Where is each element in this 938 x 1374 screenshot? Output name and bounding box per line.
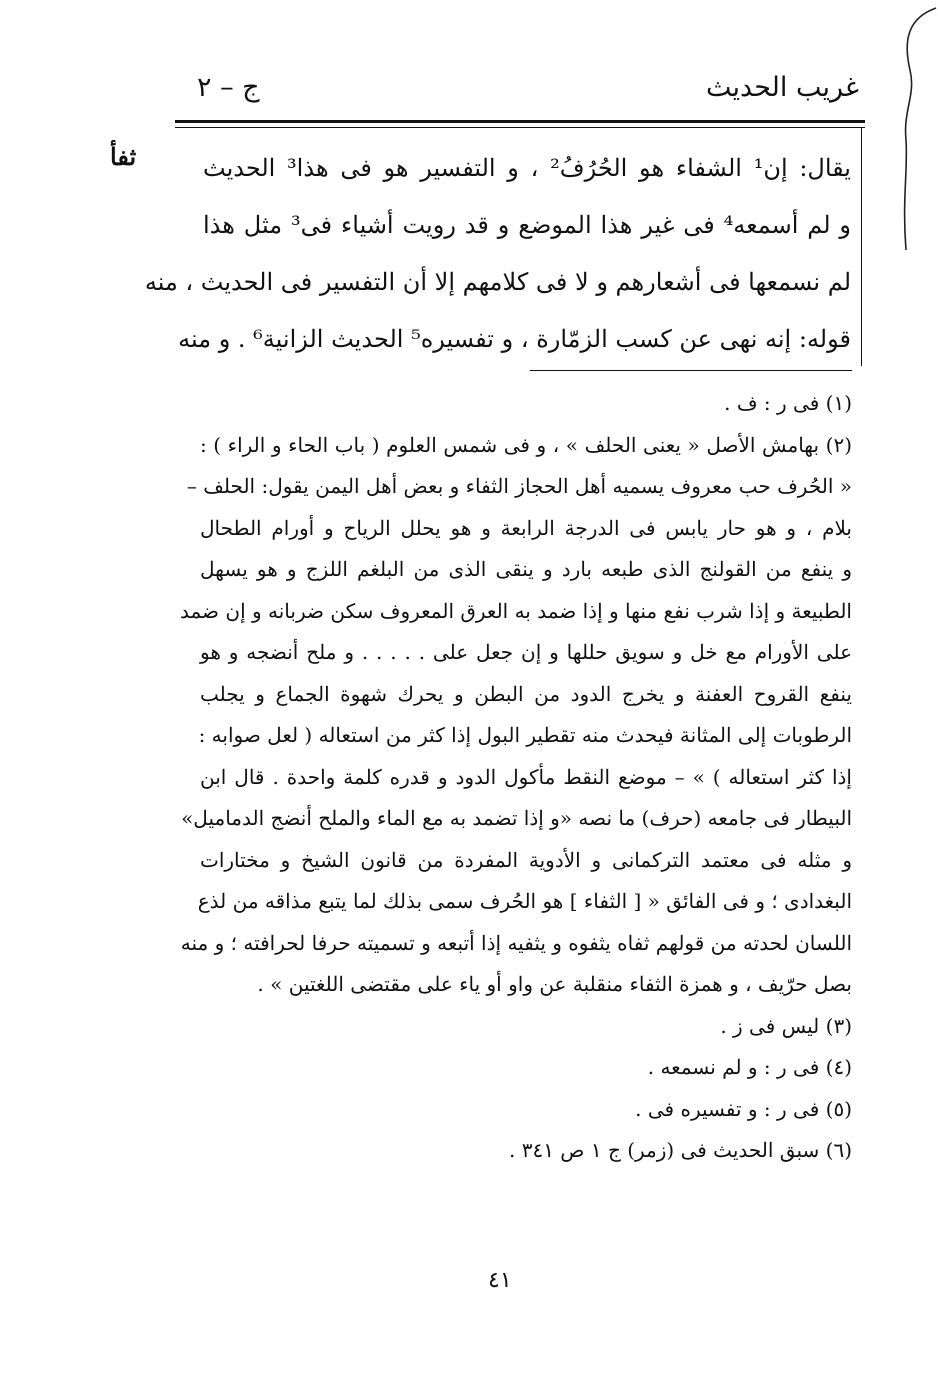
footnote-line: بلام ، و هو حار يابس فى الدرجة الرابعة و هو يحلل الرياح و أورام الطحال — [200, 515, 852, 540]
footnote-line: و ينفع من القولنج الذى طبعه بارد و ينقى الذى من البلغم اللزج و هو يسهل — [200, 557, 852, 581]
footnote-line: (٣) ليس فى ز . — [720, 1013, 852, 1038]
footnote-line: الطبيعة و إذا شرب نفع منها و إذا ضمد به العرق المعروف سكن ضربانه و إن ضمد — [180, 598, 852, 623]
footnote-line: (٥) فى ر : و تفسيره فى . — [635, 1096, 852, 1121]
footnote-rule — [530, 370, 852, 371]
main-text — [144, 140, 852, 368]
footnote-line: (٤) فى ر : و لم نسمعه . — [647, 1055, 852, 1079]
footnote-line: « الحُرف حب معروف يسميه أهل الحجاز الثفاء و بعض أهل اليمن يقول: الحلف – — [186, 474, 852, 498]
main-line: لم نسمعها فى أشعارهم و لا فى كلامهم إلا أن التفسير فى الحديث ، منه — [144, 268, 851, 296]
main-line: قوله: إنه نهى عن كسب الزمّارة ، و تفسيره⁵ الحديث الزانية⁶ . و منه — [178, 325, 851, 353]
footnote-line: ينفع القروح العفنة و يخرج الدود من البطن و يحرك شهوة الجماع و يجلب — [200, 681, 852, 706]
footnote-line: (٦) سبق الحديث فى (زمر) ج ١ ص ٣٤١ . — [508, 1138, 852, 1162]
margin-keyword: ثفأ — [110, 142, 137, 171]
page-number: ٤١ — [488, 1268, 512, 1293]
main-line: و لم أسمعه⁴ فى غير هذا الموضع و قد رويت أشياء فى³ مثل هذا — [203, 211, 852, 239]
footnote-line: و مثله فى معتمد التركمانى و الأدوية المفردة من قانون الشيخ و مختارات — [200, 847, 852, 872]
footnote-line: اللسان لحدته من قولهم ثفاه يثفوه و يثفيه إذا أتبعه و تسميته حرفا لحرافته ؛ و منه — [180, 930, 852, 955]
header-rule-thick — [175, 120, 865, 123]
footnote-line: على الأورام مع خل و سويق حللها و إن جعل على . . . . . و ملح أنضجه و هو — [200, 640, 852, 664]
footnotes — [180, 383, 852, 1172]
footnote-line: الرطوبات إلى المثانة فيحدث منه تقطير البول إذا كثر من استعاله ( لعل صوابه : — [198, 723, 852, 747]
footnote-line: بصل حرّيف ، و همزة الثفاء منقلبة عن واو أو ياء على مقتضى اللغتين » . — [257, 972, 852, 996]
header-rule-thin — [175, 127, 865, 128]
running-title: غريب الحديث — [706, 72, 859, 103]
main-line: يقال: إن¹ الشفاء هو الحُرُفُ² ، و التفسير هو فى هذا³ الحديث — [203, 154, 851, 182]
footnote-line: البغدادى ؛ و فى الفائق « [ الثفاء ] هو الحُرف سمى بذلك لما يتبع مذاقه من لذع — [197, 889, 852, 913]
footnote-line: (٢) بهامش الأصل « يعنى الحلف » ، و فى شمس العلوم ( باب الحاء و الراء ) : — [200, 432, 852, 457]
volume-number: ج – ٢ — [197, 72, 260, 103]
footnote-line: إذا كثر استعاله ) » – موضع النقط مأكول الدود و قدره كلمة واحدة . قال ابن — [200, 764, 852, 789]
footnote-line: البيطار فى جامعه (حرف) ما نصه «و إذا تضمد به مع الماء والملح أنضج الدماميل» — [181, 806, 852, 830]
page-header — [175, 62, 865, 112]
margin-rule — [861, 128, 862, 366]
footnote-line: (١) فى ر : ف . — [724, 391, 852, 415]
